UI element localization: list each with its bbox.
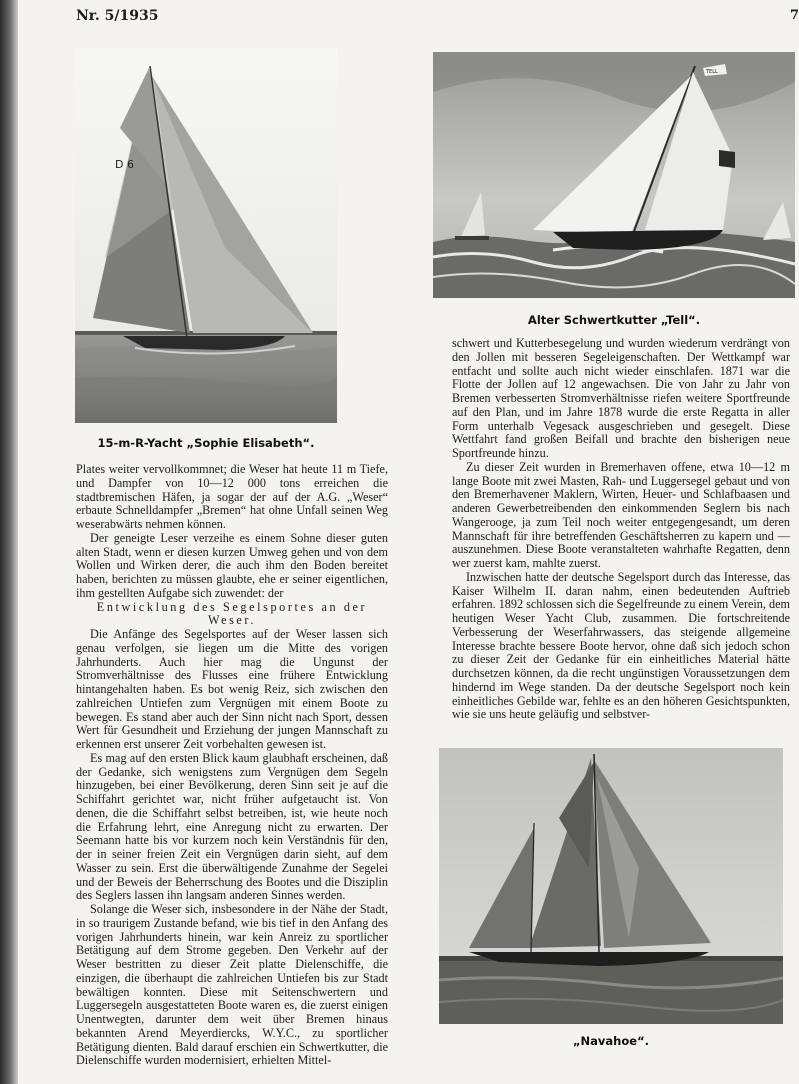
paragraph: Solange die Weser sich, insbesondere in der Nähe der Stadt, in so traurigem Zustande befand, wie bis tief in den Anfang des vorigen Jahrhunderts hinein, war kein Anreiz zu sportlicher Betätigung auf dem Strome gegeben. Den Verkehr auf der Weser bestritten zu dieser Zeit platte Dielenschiffe, die einzigen, die überhaupt die zahlreichen Untiefen bis zur Stadt bewältigen konnten. Diese mit Seitenschwertern und Luggersegeln ausgestatteten Boote waren es, die zuerst einigen Unentwegten, darunter dem weit über Bremen hinaus bekannten Arend Meyerdiercks, W.Y.C., zu sportlicher Betätigung dienten. Bald darauf erschien ein Schwertkutter, die Dielenschiffe wurden modernisiert, erhielten Mittel-: [76, 902, 388, 1068]
sail-number: D 6: [115, 158, 134, 171]
photo-navahoe: [439, 748, 783, 1024]
section-title: Entwicklung des Segelsportes an der Weser.: [96, 599, 368, 628]
issue-number: Nr. 5/1935: [76, 8, 159, 24]
flag-text: TELL: [706, 69, 718, 75]
right-text-column: [452, 337, 790, 722]
photo-sophie-elisabeth: [75, 48, 337, 423]
paragraph: Die Anfänge des Segelsportes auf der Weser lassen sich genau verfolgen, sie liegen um die Mitte des vorigen Jahrhunderts. Auch hier mag die Ungunst der Stromverhältnisse des Flusses eine frühere Entwicklung hintangehalten haben. Es bot wenig Reiz, sich zwischen den zahlreichen Untiefen zum Vergnügen mit einem Boote zu bewegen. Es stand aber auch der Sinn nicht nach Sport, dessen Wert für Gesundheit und Erziehung der jungen Mannschaft zu erkennen erst unserer Zeit vorbehalten gewesen ist.: [76, 627, 388, 751]
paragraph: Der geneigte Leser verzeihe es einem Sohne dieser guten alten Stadt, wenn er diesen kurzen Umweg gehen und von dem Wollen und Wirken derer, die auch ihm den Boden bereitet haben, berichten zu müssen glaubte, ehe er seiner eigentlichen, ihm gestellten Aufgabe sich zuwendet: der: [76, 530, 388, 600]
left-text-column: [76, 463, 388, 1068]
page-gutter-shadow: [0, 0, 18, 1084]
paragraph: schwert und Kutterbesegelung und wurden wiederum verdrängt von den Jollen mit besseren Segeleigenschaften. Der Wettkampf war entfacht und sollte auch nicht wieder einschlafen. 1871 war die Flotte der Jollen auf 12 angewachsen. Die von Jahr zu Jahr von Bremen verbesserten Stromverhältnisse riefen weitere Sportfreunde auf den Plan, und im Jahre 1878 wurde die erste Regatta in aller Form unterhalb Vegesack ausgeschrieben und gesegelt. Diese Wettfahrt fand großen Beifall und brachte den bisherigen neue Sportfreunde hinzu.: [452, 336, 790, 460]
caption-navahoe: „Navahoe“.: [572, 1034, 649, 1048]
caption-sophie-elisabeth: 15-m-R-Yacht „Sophie Elisabeth“.: [97, 436, 315, 450]
paragraph: Es mag auf den ersten Blick kaum glaubhaft erscheinen, daß der Gedanke, sich wenigstens zum Vergnügen dem Segeln hinzugeben, bei einer Bevölkerung, deren Sinn seit je auf die Schiffahrt gerichtet war, nicht früher aufgetaucht ist. Von denen, die die Schiffahrt selbst betreiben, ist, wie heute noch die Erfahrung lehrt, eine Anregung nicht zu erwarten. Der Seemann hatte bis vor kurzem noch kein Verständnis für den, der in seiner freien Zeit ein Vergnügen darin sieht, auf dem Wasser zu sein. Erst die überwältigende Zunahme der Segelei und der Beweis der Beherrschung des Bootes und die Disziplin des Seglers lassen ihn langsam anderen Sinnes werden.: [76, 750, 388, 903]
paragraph: Plates weiter vervollkommnet; die Weser hat heute 11 m Tiefe, und Dampfer von 10—12 000 tons erreichen die stadtbremischen Häfen, ja sogar der auf der A.G. „Weser“ erbaute Schnelldampfer „Bremen“ hat ohne Unfall seinen Weg weserabwärts nehmen können.: [76, 462, 388, 531]
page-number: 7: [789, 8, 799, 23]
photo-schwertkutter-tell: [433, 52, 795, 298]
caption-schwertkutter-tell: Alter Schwertkutter „Tell“.: [527, 313, 701, 327]
paragraph: Zu dieser Zeit wurden in Bremerhaven offene, etwa 10—12 m lange Boote mit zwei Masten, Rah- und Luggersegel gebaut und von den Bremerhavener Maklern, Wirten, Heuer- und Schlafbaasen und anderen Gewerbetreibenden den einkommenden Seglern bis nach Wangerooge, ja zum Teil noch weiter entgegengesandt, um deren Mannschaft für ihre betreffenden Geschäftsherren zu kapern und — auszunehmen. Diese Boote veranstalteten wahrhafte Regatten, denn wer zuerst kam, mahlte zuerst.: [452, 459, 790, 570]
paragraph: Inzwischen hatte der deutsche Segelsport durch das Interesse, das Kaiser Wilhelm II. daran nahm, einen bedeutenden Auftrieb erfahren. 1892 schlossen sich die Segelfreunde zu einem Verein, dem heutigen Weser Yacht Club, zusammen. Die fortschreitende Verbesserung der Weserfahrwassers, das steigende allgemeine Interesse brachte bessere Boote hervor, ohne daß sich jedoch schon zu dieser Zeit der Gedanke für ein einheitliches Material hätte durchsetzen können, da die recht ungünstigen Voraussetzungen dem hindernd im Wege standen. Da der deutsche Segelsport noch kein einheitliches Gebilde war, fehlte es an den höheren Gesichtspunkten, wie sie uns heute geläufig und selbstver-: [452, 569, 790, 722]
